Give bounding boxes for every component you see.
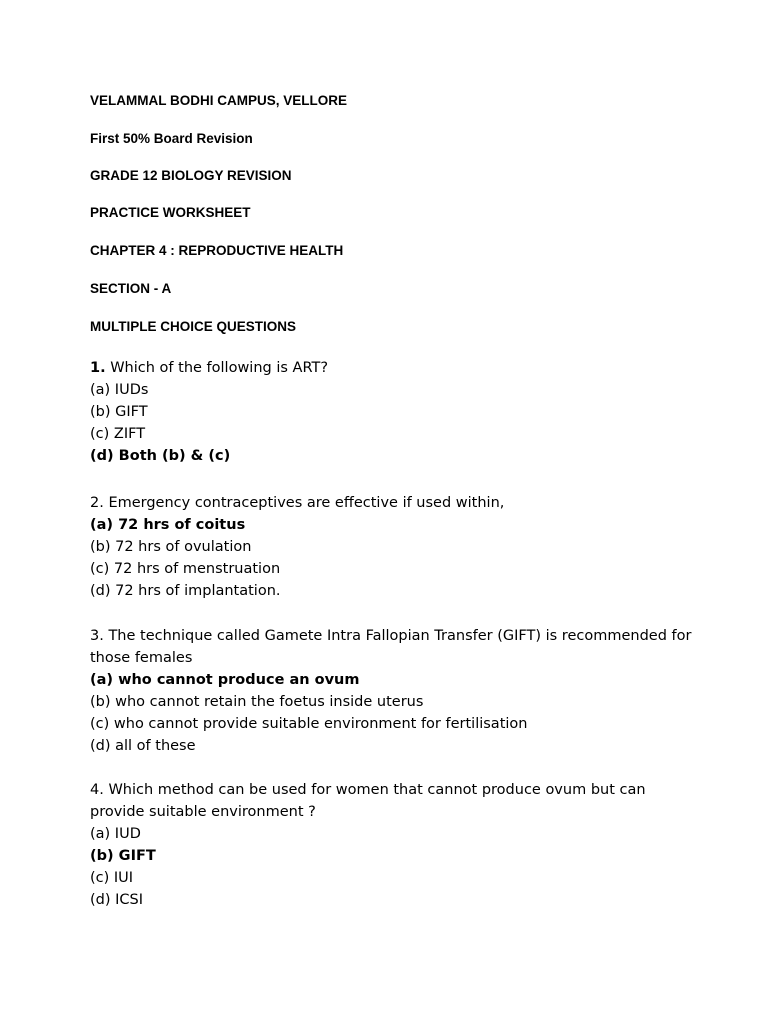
question-4-option-d: (d) ICSI [90, 892, 144, 908]
question-1-option-a: (a) IUDs [90, 382, 149, 398]
question-4-option-a: (a) IUD [90, 826, 141, 842]
question-4-text-line2: provide suitable environment ? [90, 804, 316, 820]
question-3-text-line1: 3. The technique called Gamete Intra Fallopian Transfer (GIFT) is recommended for [90, 628, 692, 644]
grade-title: GRADE 12 BIOLOGY REVISION [90, 168, 292, 183]
question-2-option-c: (c) 72 hrs of menstruation [90, 561, 281, 577]
question-1-option-c: (c) ZIFT [90, 426, 146, 442]
question-type-title: MULTIPLE CHOICE QUESTIONS [90, 319, 297, 334]
question-3-option-c: (c) who cannot provide suitable environment for fertilisation [90, 716, 528, 732]
question-2-text: 2. Emergency contraceptives are effective if used within, [90, 495, 505, 511]
question-4-option-c: (c) IUI [90, 870, 134, 886]
section-title: SECTION - A [90, 281, 172, 296]
question-1-option-d-answer: (d) Both (b) & (c) [90, 448, 231, 464]
question-2-option-b: (b) 72 hrs of ovulation [90, 539, 252, 555]
question-3-option-a-answer: (a) who cannot produce an ovum [90, 672, 360, 688]
question-3-text-line2: those females [90, 650, 193, 666]
question-4 [90, 779, 690, 911]
question-3-option-b: (b) who cannot retain the foetus inside uterus [90, 694, 424, 710]
question-1 [90, 357, 690, 467]
question-4-text-line1: 4. Which method can be used for women that cannot produce ovum but can [90, 782, 646, 798]
question-1-stem: Which of the following is ART? [105, 360, 329, 376]
question-1-number: 1. [90, 360, 106, 376]
worksheet-title: PRACTICE WORKSHEET [90, 205, 251, 220]
question-3-option-d: (d) all of these [90, 738, 196, 754]
question-2 [90, 492, 690, 602]
revision-title: First 50% Board Revision [90, 131, 253, 146]
question-3 [90, 625, 690, 757]
question-1-option-b: (b) GIFT [90, 404, 148, 420]
question-4-option-b-answer: (b) GIFT [90, 848, 156, 864]
chapter-title: CHAPTER 4 : REPRODUCTIVE HEALTH [90, 243, 344, 258]
school-name: VELAMMAL BODHI CAMPUS, VELLORE [90, 93, 348, 108]
question-1-text [90, 357, 690, 379]
question-2-option-d: (d) 72 hrs of implantation. [90, 583, 281, 599]
question-2-option-a-answer: (a) 72 hrs of coitus [90, 517, 246, 533]
